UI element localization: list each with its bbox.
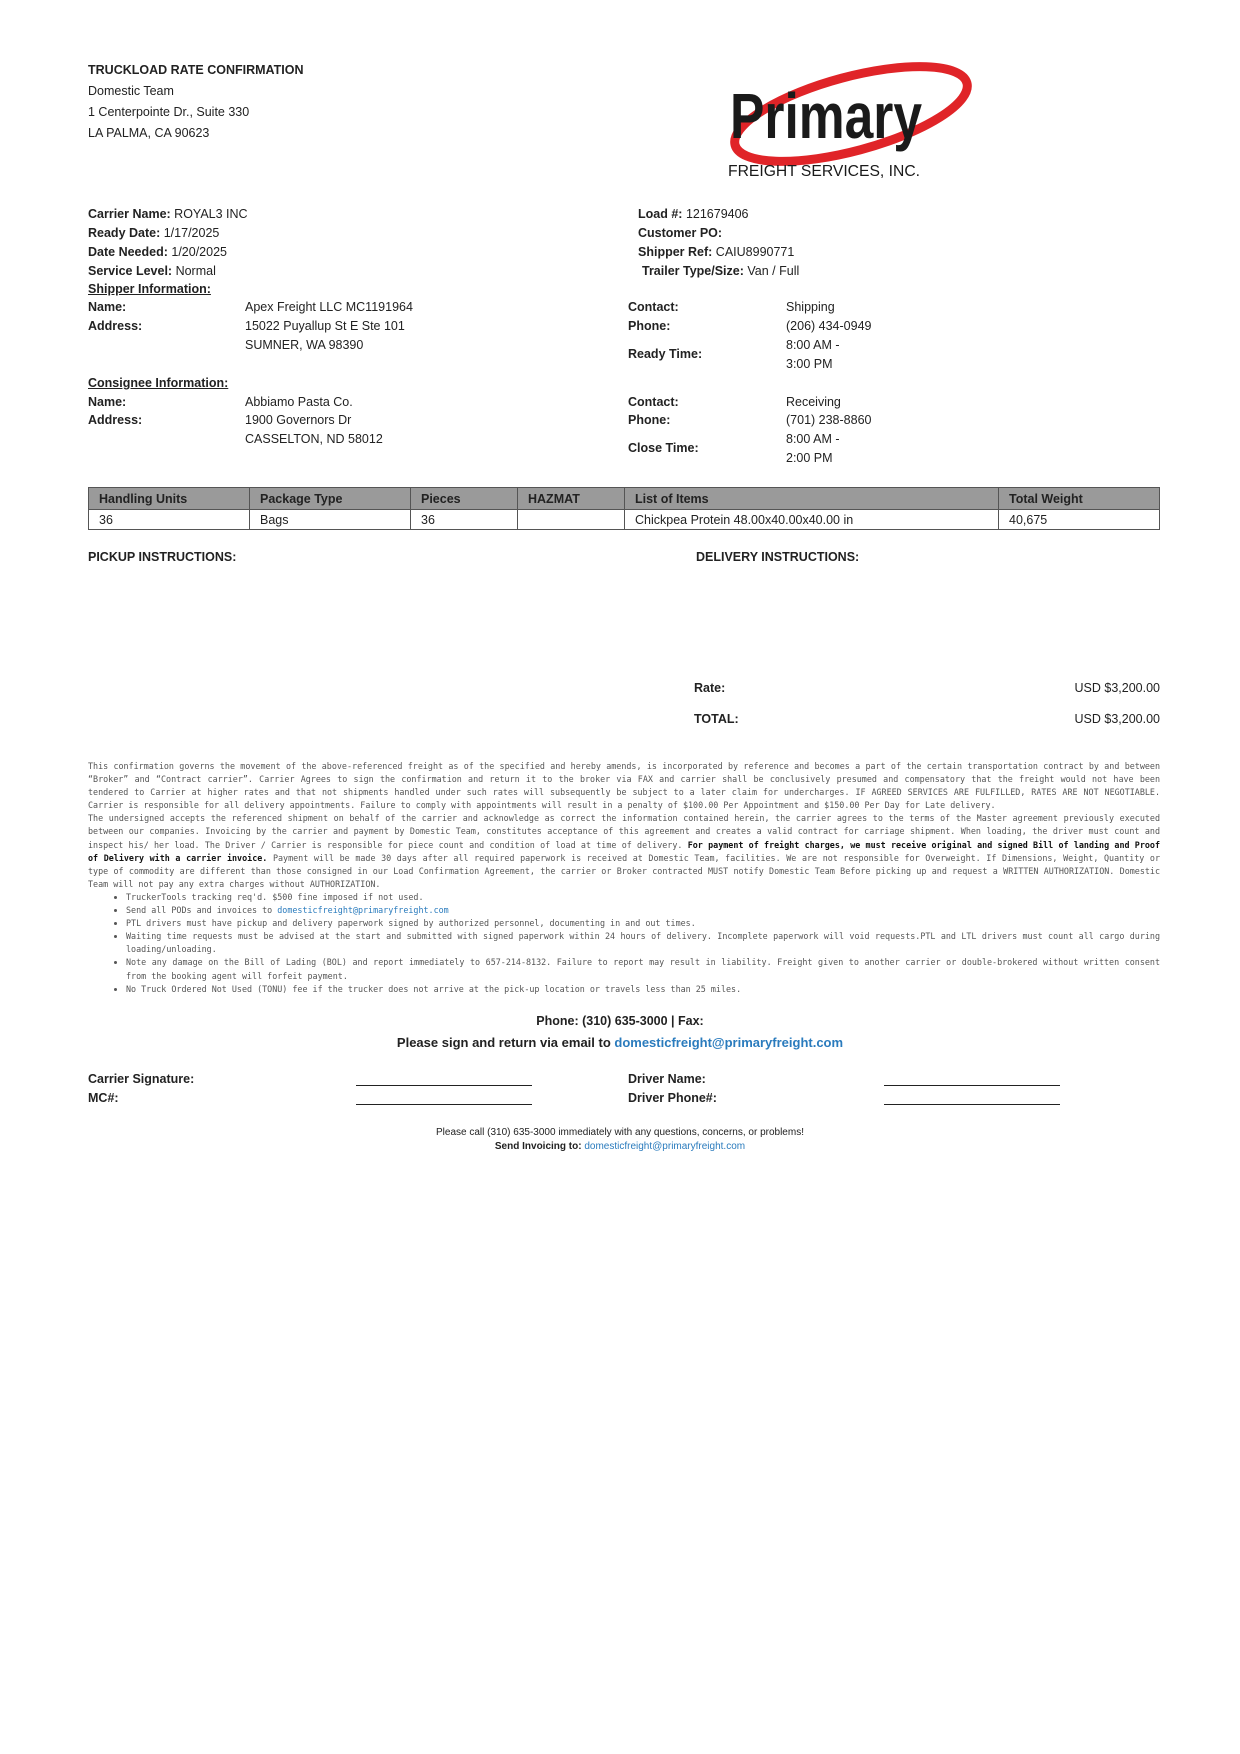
- footer-invoicing: [0, 1141, 1240, 1152]
- customer-po-label: Customer PO:: [638, 226, 723, 240]
- rate-label: Rate:: [694, 681, 726, 695]
- phone-fax-line: Phone: (310) 635-3000 | Fax:: [536, 1014, 704, 1028]
- table-row: [89, 510, 1160, 530]
- trailer-type: Van / Full: [747, 264, 800, 278]
- col-hazmat: HAZMAT: [518, 488, 625, 510]
- shipper-ready-time-label: Ready Time:: [628, 347, 703, 361]
- list-item: • Note any damage on the Bill of Lading (BOL) and report immediately to 657-214-8132. Failure to report may result in liability. Freight given to another carrier or double-brokered without written consent from the booking agent will forfeit payment.: [126, 956, 1160, 982]
- list-item: • PTL drivers must have pickup and delivery paperwork signed by authorized personnel, documenting in and out times.: [126, 917, 1160, 930]
- consignee-contact-label: Contact:: [628, 395, 679, 409]
- terms-paragraph-2-part-c: Payment will be made 30 days after all required paperwork is received at Domestic Team, facilities. We are not responsible for Overweight. If Dimensions, Weight, Quantity or type of commodity are different than those consigned in our Load Confirmation Agreement, the carrier or Broker contracted MUST notify Domestic Team Before picking up and request a WRITTEN AUTHORIZATION. Domestic Team will not pay any extra charges without AUTHORIZATION.: [88, 852, 1161, 889]
- shipper-section-title: Shipper Information:: [88, 282, 211, 296]
- carrier-name: ROYAL3 INC: [174, 207, 248, 221]
- footer-call-line: Please call (310) 635-3000 immediately with any questions, concerns, or problems!: [436, 1127, 804, 1138]
- consignee-phone-label: Phone:: [628, 413, 671, 427]
- consignee-address-line1: 1900 Governors Dr: [245, 413, 352, 427]
- ready-date-label: Ready Date:: [88, 226, 161, 240]
- cell-list-of-items: Chickpea Protein 48.00x40.00x40.00 in: [625, 510, 999, 530]
- mc-number-line[interactable]: [356, 1090, 532, 1105]
- consignee-address-line2: CASSELTON, ND 58012: [245, 432, 383, 446]
- rate-value: USD $3,200.00: [1074, 681, 1160, 695]
- shipper-ready-time-end: 3:00 PM: [786, 357, 833, 371]
- col-total-weight: Total Weight: [999, 488, 1160, 510]
- shipper-phone-label: Phone:: [628, 319, 671, 333]
- load-number: 121679406: [685, 207, 749, 221]
- carrier-signature-line[interactable]: [356, 1071, 532, 1086]
- date-needed: 1/20/2025: [171, 245, 227, 259]
- load-number-label: Load #:: [638, 207, 683, 221]
- shipper-name: Apex Freight LLC MC1191964: [245, 300, 413, 314]
- company-name: Domestic Team: [88, 84, 174, 98]
- consignee-address-label: Address:: [88, 413, 143, 427]
- col-pieces: Pieces: [411, 488, 518, 510]
- company-header: [88, 60, 304, 144]
- total-label: TOTAL:: [694, 712, 739, 726]
- cell-package-type: Bags: [250, 510, 411, 530]
- driver-phone-label: Driver Phone#:: [628, 1091, 717, 1105]
- footer-invoicing-email[interactable]: domesticfreight@primaryfreight.com: [584, 1141, 746, 1152]
- ready-date: 1/17/2025: [163, 226, 220, 240]
- terms-paragraph-2-part-a: The undersigned accepts the referenced shipment on behalf of the carrier and acknowledge as correct the information contained herein, the carrier agrees to the terms of the Master agreement previously executed between our companies. Invoicing by the carrier and payment by Domestic Team, constitutes acceptance of this agreement and creates a valid contract for carriage shipment. When loading, the driver must count and inspect his/ her load. The Driver / Carrier is responsible for piece count and condition of load at time of delivery.: [88, 813, 1160, 850]
- consignee-name: Abbiamo Pasta Co.: [245, 395, 353, 409]
- consignee-section-title: Consignee Information:: [88, 376, 229, 390]
- return-instructions: [0, 1035, 1240, 1050]
- terms-payment-requirement: For payment of freight charges, we must receive original and signed Bill of landing and Proof of Delivery with a carrier invoice.: [88, 839, 1161, 863]
- shipper-address-line1: 15022 Puyallup St E Ste 101: [245, 319, 405, 333]
- total-value: USD $3,200.00: [1074, 712, 1160, 726]
- load-summary: [638, 205, 799, 281]
- consignee-name-label: Name:: [88, 395, 127, 409]
- driver-name-line[interactable]: [884, 1071, 1060, 1086]
- consignee-phone: (701) 238-8860: [786, 413, 872, 427]
- list-item: • Waiting time requests must be advised at the start and submitted with signed paperwork within 24 hours of delivery. Incomplete paperwork will void requests.PTL and LTL drivers must count all cargo during loading/unloading.: [126, 930, 1160, 956]
- shipper-ref-label: Shipper Ref:: [638, 245, 713, 259]
- pickup-instructions-label: PICKUP INSTRUCTIONS:: [88, 550, 237, 564]
- list-item: • TruckerTools tracking req'd. $500 fine imposed if not used.: [126, 891, 1160, 904]
- shipper-name-label: Name:: [88, 300, 127, 314]
- carrier-signature-label: Carrier Signature:: [88, 1072, 195, 1086]
- shipper-contact: Shipping: [786, 300, 835, 314]
- col-handling-units: Handling Units: [89, 488, 250, 510]
- return-email-link[interactable]: domesticfreight@primaryfreight.com: [614, 1035, 844, 1050]
- terms-and-conditions: [88, 760, 1160, 996]
- delivery-instructions-label: DELIVERY INSTRUCTIONS:: [696, 550, 860, 564]
- cell-handling-units: 36: [89, 510, 250, 530]
- driver-phone-line[interactable]: [884, 1090, 1060, 1105]
- terms-paragraph-1: This confirmation governs the movement of the above-referenced freight as of the specified and hereby amends, is incorporated by reference and becomes a part of the certain transportation contract by and between “Broker” and “Contract carrier”. Carrier Agrees to sign the confirmation and return it to the broker via FAX and carrier shall be conclusively presumed and compensatory that the freight would not have been tendered to Carrier at higher rates and that not shipments handled under such rates will subsequently be subject to a later claim for undercharges. IF AGREED SERVICES ARE FULFILLED, RATES ARE NOT NEGOTIABLE. Carrier is responsible for all delivery appointments. Failure to comply with appointments will result in a penalty of $100.00 Per Appointment and $150.00 Per Day for Late delivery.: [88, 761, 1160, 811]
- cell-hazmat: [518, 510, 625, 530]
- shipper-ref: CAIU8990771: [715, 245, 795, 259]
- footer-invoicing-label: Send Invoicing to:: [494, 1141, 582, 1152]
- carrier-name-label: Carrier Name:: [88, 207, 171, 221]
- cell-total-weight: 40,675: [999, 510, 1160, 530]
- shipper-phone: (206) 434-0949: [786, 319, 872, 333]
- consignee-contact: Receiving: [786, 395, 841, 409]
- consignee-close-time-label: Close Time:: [628, 441, 699, 455]
- service-level-label: Service Level:: [88, 264, 173, 278]
- service-level: Normal: [175, 264, 216, 278]
- shipper-address-line2: SUMNER, WA 98390: [245, 338, 364, 352]
- logo-word: Primary: [730, 80, 923, 152]
- items-table: [88, 487, 1160, 530]
- logo-subtitle: FREIGHT SERVICES, INC.: [728, 163, 920, 180]
- driver-name-label: Driver Name:: [628, 1072, 706, 1086]
- date-needed-label: Date Needed:: [88, 245, 168, 259]
- list-item: [126, 904, 1160, 917]
- mc-number-label: MC#:: [88, 1091, 119, 1105]
- col-package-type: Package Type: [250, 488, 411, 510]
- pods-email-link[interactable]: domesticfreight@primaryfreight.com: [277, 905, 449, 916]
- terms-paragraph-2: [88, 812, 1160, 891]
- list-item: • No Truck Ordered Not Used (TONU) fee if the trucker does not arrive at the pick-up location or travels less than 25 miles.: [126, 983, 1160, 996]
- company-address-line2: LA PALMA, CA 90623: [88, 126, 210, 140]
- cell-pieces: 36: [411, 510, 518, 530]
- items-table-header-row: [89, 488, 1160, 510]
- return-instructions-text: Please sign and return via email to: [396, 1035, 615, 1050]
- shipper-ready-time-start: 8:00 AM -: [786, 338, 840, 352]
- company-address-line1: 1 Centerpointe Dr., Suite 330: [88, 105, 250, 119]
- terms-bullet-2-text: Send all PODs and invoices to: [126, 905, 278, 916]
- shipper-address-label: Address:: [88, 319, 143, 333]
- shipper-contact-label: Contact:: [628, 300, 679, 314]
- consignee-close-time-end: 2:00 PM: [786, 451, 833, 465]
- carrier-summary: [88, 205, 248, 281]
- col-list-of-items: List of Items: [625, 488, 999, 510]
- consignee-close-time-start: 8:00 AM -: [786, 432, 840, 446]
- document-title: TRUCKLOAD RATE CONFIRMATION: [88, 63, 304, 77]
- terms-bullet-list: [88, 891, 1160, 996]
- trailer-type-label: Trailer Type/Size:: [642, 264, 744, 278]
- company-logo: [726, 56, 976, 186]
